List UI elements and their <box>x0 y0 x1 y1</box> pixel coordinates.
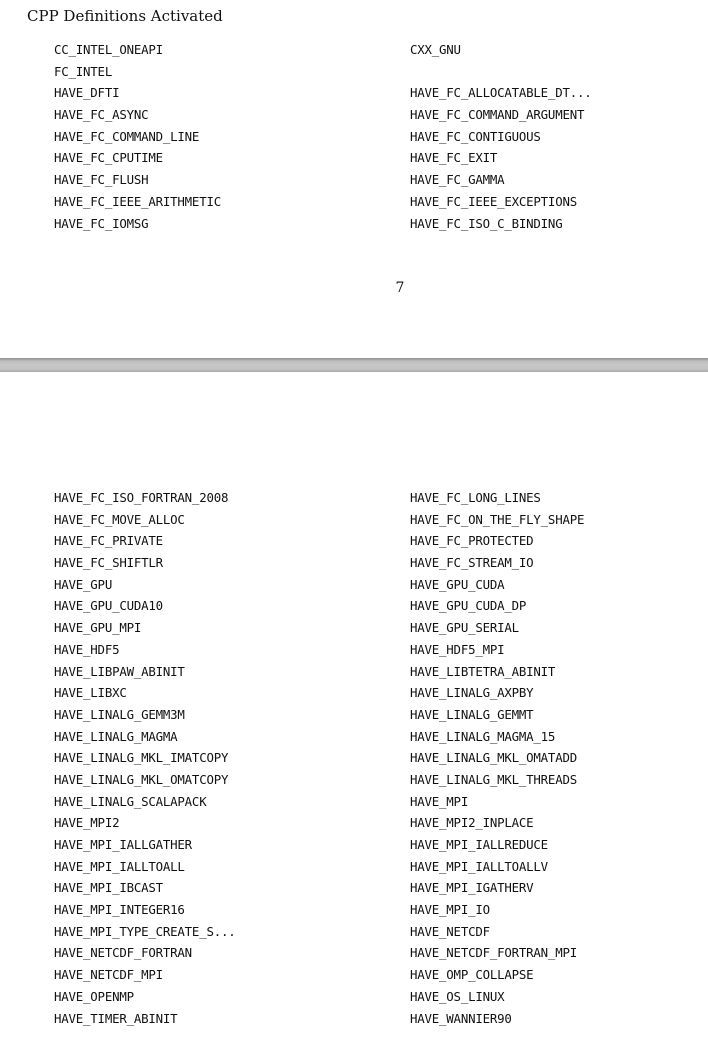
definition-item: HAVE_NETCDF_FORTRAN <box>54 945 192 961</box>
definition-item: HAVE_MPI_IGATHERV <box>410 880 534 896</box>
page-number: 7 <box>395 280 405 296</box>
definition-item: HAVE_GPU_CUDA <box>410 576 505 592</box>
definition-item: HAVE_GPU_CUDA10 <box>54 598 163 614</box>
definition-item: HAVE_FC_LONG_LINES <box>410 490 541 505</box>
definition-item: HAVE_LIBXC <box>54 685 127 701</box>
definition-item: HAVE_FC_IEEE_EXCEPTIONS <box>410 193 577 209</box>
definition-item: HAVE_MPI <box>410 793 469 809</box>
definition-item: HAVE_GPU <box>54 576 113 592</box>
definition-item: HAVE_DFTI <box>54 85 120 101</box>
definition-item: HAVE_FC_SHIFTLR <box>54 555 163 571</box>
definition-item: HAVE_FC_COMMAND_ARGUMENT <box>410 107 585 123</box>
definition-item: HAVE_WANNIER90 <box>410 1010 512 1026</box>
definition-item: HAVE_NETCDF_MPI <box>54 967 163 983</box>
definition-item: HAVE_FC_IEEE_ARITHMETIC <box>54 193 221 209</box>
definition-item: HAVE_OS_LINUX <box>410 988 505 1004</box>
definition-item: HAVE_FC_STREAM_IO <box>410 555 534 571</box>
definition-item: HAVE_MPI_INTEGER16 <box>54 902 185 918</box>
page-separator <box>0 358 708 372</box>
definition-item: HAVE_LIBTETRA_ABINIT <box>410 663 556 679</box>
definition-item: HAVE_LINALG_AXPBY <box>410 685 534 701</box>
definition-item: HAVE_FC_FLUSH <box>54 172 149 188</box>
definition-item: HAVE_LIBPAW_ABINIT <box>54 663 185 679</box>
definition-item: HAVE_HDF5 <box>54 641 120 657</box>
definition-item: HAVE_MPI_IALLGATHER <box>54 837 192 852</box>
definition-item: HAVE_FC_PROTECTED <box>410 533 534 549</box>
definition-item: HAVE_LINALG_MKL_OMATCOPY <box>54 771 229 787</box>
definition-item: HAVE_MPI2 <box>54 815 120 831</box>
definition-item: HAVE_NETCDF_FORTRAN_MPI <box>410 945 577 961</box>
definition-item: HAVE_FC_CPUTIME <box>54 150 163 166</box>
definition-item: HAVE_FC_IOMSG <box>54 215 149 231</box>
definition-item: HAVE_LINALG_GEMMT <box>410 706 534 722</box>
definition-item: CXX_GNU <box>410 42 461 57</box>
definition-item: HAVE_GPU_SERIAL <box>410 620 519 636</box>
definition-item: HAVE_LINALG_MAGMA_15 <box>410 728 556 744</box>
definition-item: HAVE_MPI_IALLREDUCE <box>410 837 548 852</box>
definition-item: FC_INTEL <box>54 63 113 79</box>
definition-item: HAVE_MPI_IO <box>410 902 490 918</box>
definition-item: HAVE_OMP_COLLAPSE <box>410 967 534 983</box>
definition-item: HAVE_FC_PRIVATE <box>54 533 163 549</box>
definition-item: HAVE_FC_GAMMA <box>410 172 505 188</box>
definition-item: CC_INTEL_ONEAPI <box>54 42 163 57</box>
definition-item: HAVE_MPI_IALLTOALL <box>54 858 185 874</box>
definition-item: HAVE_LINALG_GEMM3M <box>54 706 185 722</box>
definition-item: HAVE_LINALG_MKL_OMATADD <box>410 750 577 766</box>
definition-item: HAVE_OPENMP <box>54 988 134 1004</box>
definition-item: HAVE_MPI_TYPE_CREATE_S... <box>54 923 236 939</box>
definitions-list-right <box>410 487 584 1029</box>
definition-item: HAVE_MPI_IALLTOALLV <box>410 858 548 874</box>
definition-item: HAVE_FC_MOVE_ALLOC <box>54 511 185 527</box>
definition-item: HAVE_MPI2_INPLACE <box>410 815 534 831</box>
definition-item: HAVE_FC_ISO_C_BINDING <box>410 215 563 231</box>
definition-item: HAVE_LINALG_MKL_THREADS <box>410 771 577 787</box>
definition-item: HAVE_FC_ON_THE_FLY_SHAPE <box>410 511 585 527</box>
definition-item: HAVE_FC_ASYNC <box>54 107 149 123</box>
definition-item: HAVE_TIMER_ABINIT <box>54 1010 178 1026</box>
definition-item: HAVE_GPU_MPI <box>54 620 142 636</box>
definitions-list-left <box>54 487 236 1029</box>
section-heading: CPP Definitions Activated <box>27 7 223 25</box>
definition-item: HAVE_LINALG_MKL_IMATCOPY <box>54 750 229 766</box>
definition-item: HAVE_FC_ISO_FORTRAN_2008 <box>54 490 229 505</box>
definition-item: HAVE_LINALG_MAGMA <box>54 728 178 744</box>
definition-item <box>410 61 592 83</box>
definition-item: HAVE_FC_ALLOCATABLE_DT... <box>410 85 592 101</box>
definition-item: HAVE_MPI_IBCAST <box>54 880 163 896</box>
definition-item: HAVE_GPU_CUDA_DP <box>410 598 527 614</box>
definition-item: HAVE_LINALG_SCALAPACK <box>54 793 207 809</box>
definition-item: HAVE_FC_CONTIGUOUS <box>410 128 541 144</box>
definition-item: HAVE_FC_EXIT <box>410 150 498 166</box>
definition-item: HAVE_HDF5_MPI <box>410 641 505 657</box>
document-page-top <box>0 0 708 358</box>
definition-item: HAVE_FC_COMMAND_LINE <box>54 128 200 144</box>
definitions-list-right <box>410 39 592 234</box>
definition-item: HAVE_NETCDF <box>410 923 490 939</box>
definitions-list-left <box>54 39 221 234</box>
document-page-bottom <box>0 372 708 1045</box>
